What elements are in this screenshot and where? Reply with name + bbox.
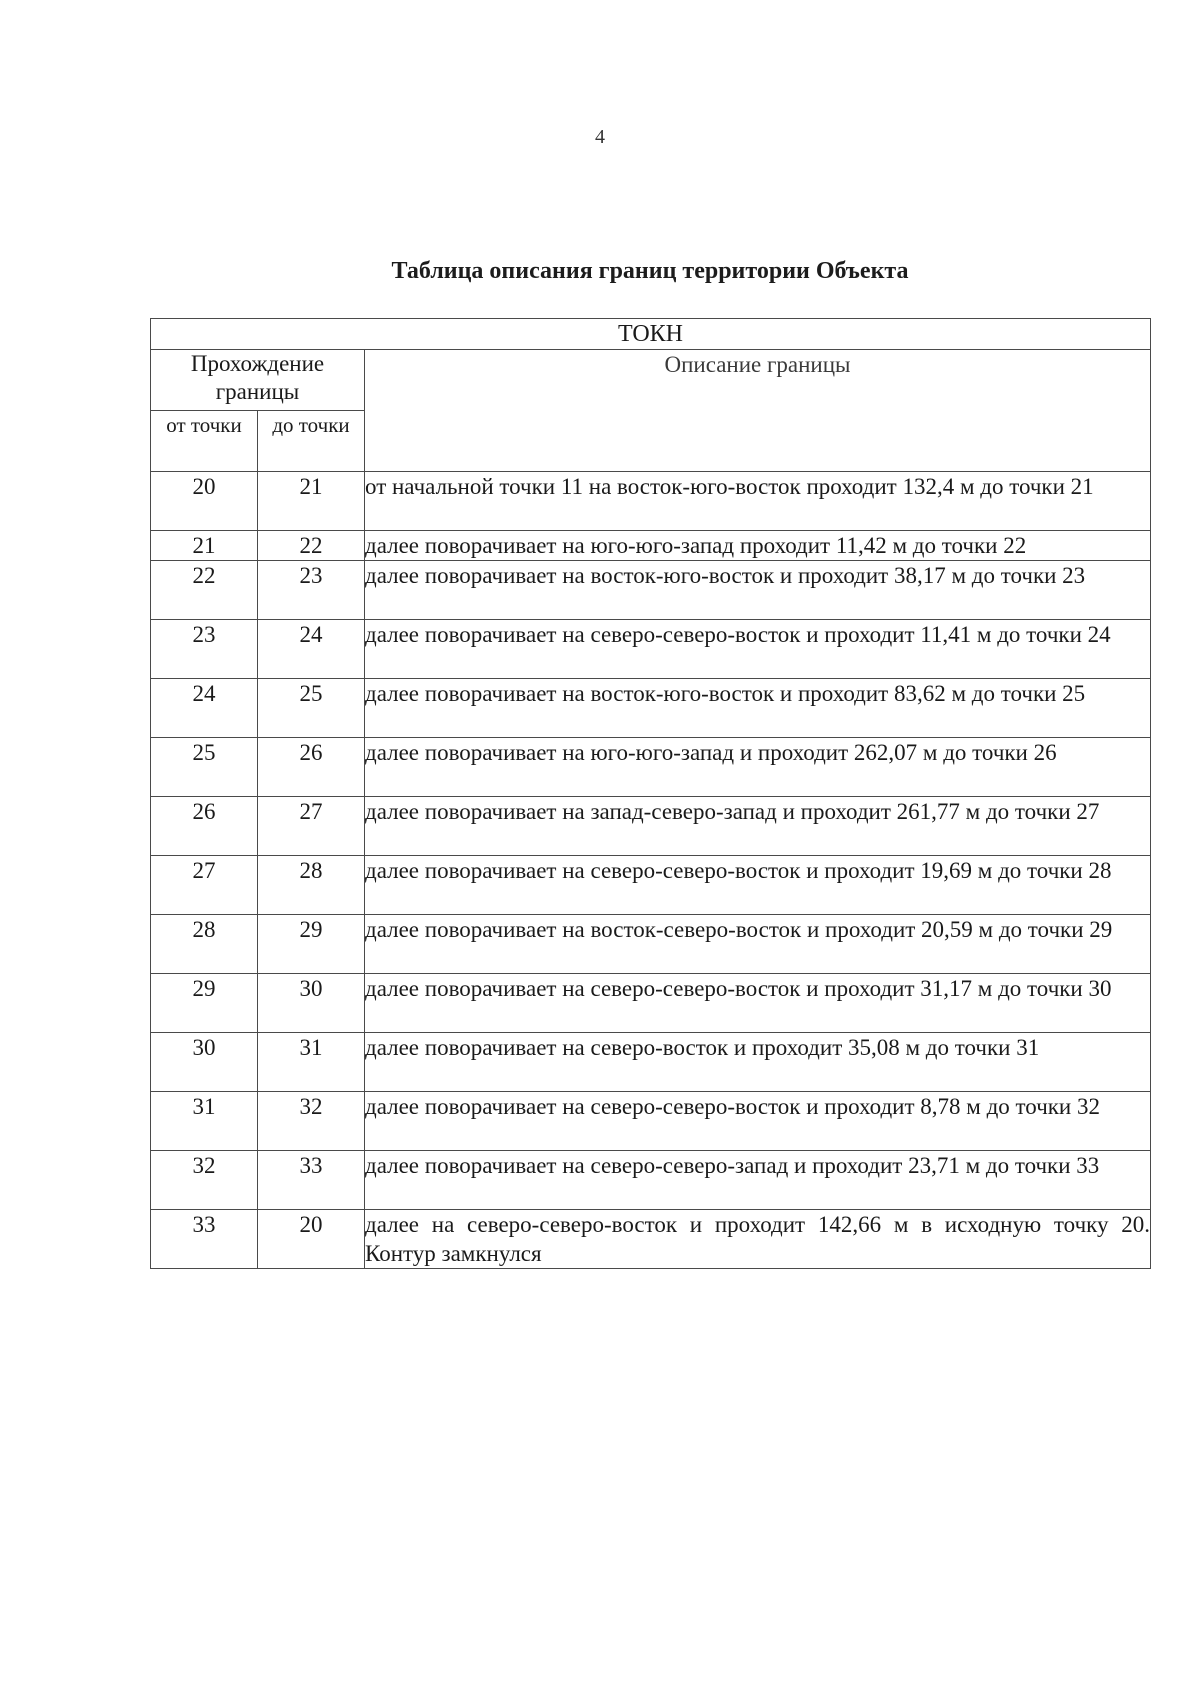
- from-point-cell: 26: [151, 797, 258, 856]
- table-row: [151, 531, 1151, 561]
- boundary-description-cell: далее поворачивает на северо-восток и проходит 35,08 м до точки 31: [365, 1033, 1151, 1092]
- to-point-cell: 28: [258, 856, 365, 915]
- table-section-header: ТОКН: [151, 319, 1151, 350]
- boundary-description-cell: далее поворачивает на юго-юго-запад и проходит 262,07 м до точки 26: [365, 738, 1151, 797]
- page-number: 4: [595, 126, 605, 148]
- boundary-passage-header: Прохождение границы: [151, 350, 365, 411]
- table-row: [151, 915, 1151, 974]
- boundary-description-cell: далее поворачивает на восток-юго-восток и проходит 83,62 м до точки 25: [365, 679, 1151, 738]
- from-point-cell: 28: [151, 915, 258, 974]
- to-point-cell: 31: [258, 1033, 365, 1092]
- to-point-cell: 33: [258, 1151, 365, 1210]
- table-row: [151, 472, 1151, 531]
- from-point-cell: 23: [151, 620, 258, 679]
- from-point-cell: 24: [151, 679, 258, 738]
- to-point-cell: 23: [258, 561, 365, 620]
- table-row: [151, 797, 1151, 856]
- from-point-cell: 30: [151, 1033, 258, 1092]
- to-point-header: до точки: [258, 411, 365, 472]
- table-row: [151, 738, 1151, 797]
- from-point-cell: 32: [151, 1151, 258, 1210]
- boundary-description-header: Описание границы: [365, 350, 1151, 472]
- from-point-cell: 21: [151, 531, 258, 561]
- from-point-cell: 31: [151, 1092, 258, 1151]
- boundary-description-cell: далее поворачивает на северо-северо-запад и проходит 23,71 м до точки 33: [365, 1151, 1151, 1210]
- boundary-description-cell: от начальной точки 11 на восток-юго-восток проходит 132,4 м до точки 21: [365, 472, 1151, 531]
- boundary-description-cell: далее поворачивает на восток-северо-восток и проходит 20,59 м до точки 29: [365, 915, 1151, 974]
- table-row: [151, 1210, 1151, 1269]
- from-point-cell: 25: [151, 738, 258, 797]
- table-row: [151, 1092, 1151, 1151]
- boundary-description-cell: далее поворачивает на запад-северо-запад и проходит 261,77 м до точки 27: [365, 797, 1151, 856]
- table-row: [151, 679, 1151, 738]
- from-point-cell: 29: [151, 974, 258, 1033]
- to-point-cell: 22: [258, 531, 365, 561]
- table-row: [151, 974, 1151, 1033]
- from-point-cell: 27: [151, 856, 258, 915]
- from-point-cell: 33: [151, 1210, 258, 1269]
- from-point-header: от точки: [151, 411, 258, 472]
- boundary-description-cell: далее на северо-северо-восток и проходит 142,66 м в исходную точку 20. Контур замкнулся: [365, 1210, 1151, 1269]
- table-row: [151, 620, 1151, 679]
- to-point-cell: 32: [258, 1092, 365, 1151]
- table-row: [151, 561, 1151, 620]
- boundary-description-cell: далее поворачивает на юго-юго-запад проходит 11,42 м до точки 22: [365, 531, 1151, 561]
- to-point-cell: 29: [258, 915, 365, 974]
- from-point-cell: 22: [151, 561, 258, 620]
- to-point-cell: 27: [258, 797, 365, 856]
- to-point-cell: 30: [258, 974, 365, 1033]
- boundary-table: [150, 318, 1151, 1269]
- boundary-description-cell: далее поворачивает на северо-северо-восток и проходит 19,69 м до точки 28: [365, 856, 1151, 915]
- table-row: [151, 856, 1151, 915]
- boundary-description-cell: далее поворачивает на северо-северо-восток и проходит 31,17 м до точки 30: [365, 974, 1151, 1033]
- table-row: [151, 1151, 1151, 1210]
- from-point-cell: 20: [151, 472, 258, 531]
- to-point-cell: 24: [258, 620, 365, 679]
- to-point-cell: 25: [258, 679, 365, 738]
- document-title: Таблица описания границ территории Объекта: [391, 258, 909, 284]
- boundary-description-cell: далее поворачивает на восток-юго-восток и проходит 38,17 м до точки 23: [365, 561, 1151, 620]
- to-point-cell: 21: [258, 472, 365, 531]
- to-point-cell: 26: [258, 738, 365, 797]
- boundary-description-cell: далее поворачивает на северо-северо-восток и проходит 8,78 м до точки 32: [365, 1092, 1151, 1151]
- table-row: [151, 1033, 1151, 1092]
- to-point-cell: 20: [258, 1210, 365, 1269]
- boundary-description-cell: далее поворачивает на северо-северо-восток и проходит 11,41 м до точки 24: [365, 620, 1151, 679]
